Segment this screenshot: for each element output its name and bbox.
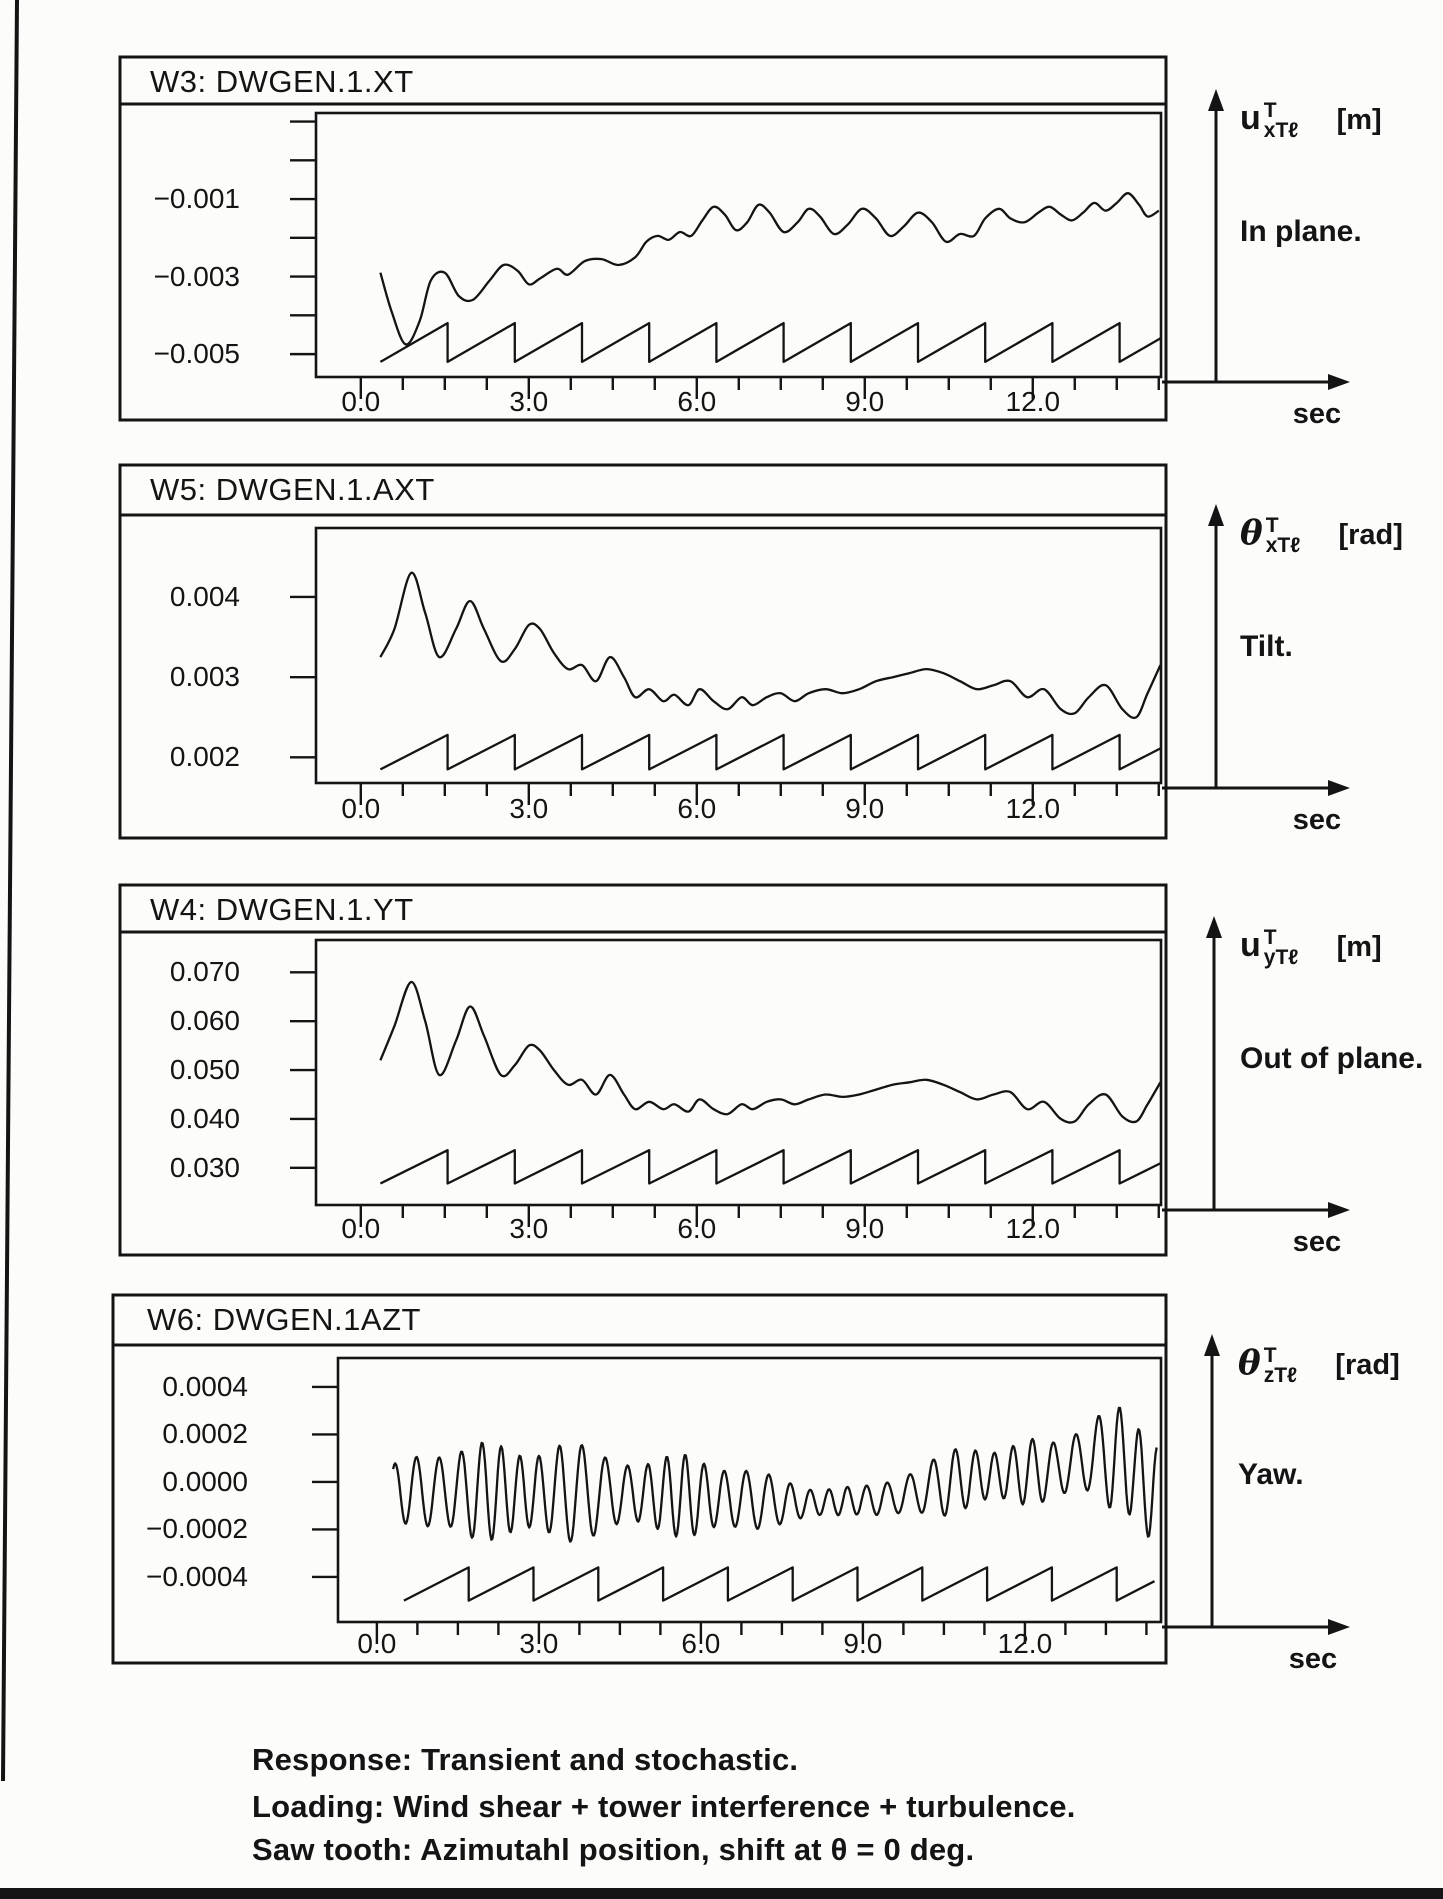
- w6-x-axis-unit: sec: [1288, 1643, 1338, 1675]
- y-tick-label: 0.050: [169, 1054, 240, 1086]
- y-tick-label: 0.0004: [162, 1370, 248, 1402]
- superscript: T: [1263, 99, 1277, 122]
- w6-annotation: Yaw.: [1238, 1458, 1304, 1491]
- right-arrowhead-icon: [1328, 374, 1350, 390]
- x-tick-label: 9.0: [845, 1213, 885, 1244]
- x-tick-label: 3.0: [509, 1213, 549, 1244]
- up-arrowhead-icon: [1208, 89, 1224, 111]
- theta-symbol: θ: [1240, 513, 1263, 553]
- y-tick-label: 0.060: [169, 1005, 240, 1037]
- y-tick-label: −0.0004: [146, 1560, 248, 1592]
- plot-frame: [316, 113, 1161, 377]
- sup-sub-stack: [1264, 1346, 1298, 1386]
- unit-label: [rad]: [1335, 1349, 1400, 1381]
- up-arrowhead-icon: [1208, 504, 1224, 526]
- unit-label: [m]: [1336, 104, 1382, 136]
- window-title-w5: W5: DWGEN.1.AXT: [150, 472, 435, 507]
- caption-line-response: Response: Transient and stochastic.: [252, 1742, 799, 1777]
- right-arrowhead-icon: [1328, 1202, 1350, 1218]
- superscript: T: [1265, 514, 1279, 537]
- x-tick-label: 0.0: [357, 1628, 397, 1659]
- x-tick-label: 6.0: [677, 793, 717, 824]
- w5-annotation: Tilt.: [1240, 630, 1293, 663]
- series-tower-tilt-rotation: [380, 573, 1160, 718]
- x-tick-label: 0.0: [341, 386, 381, 417]
- caption-line-loading: Loading: Wind shear + tower interference + turbulence.: [252, 1789, 1076, 1824]
- w3-annotation: In plane.: [1240, 215, 1362, 248]
- window-title-w4: W4: DWGEN.1.YT: [150, 892, 414, 927]
- right-arrowhead-icon: [1328, 1619, 1350, 1635]
- series-tower-yaw-rotation: [393, 1408, 1157, 1542]
- subscript: zTℓ: [1263, 1363, 1298, 1387]
- y-tick-label: 0.004: [169, 580, 240, 612]
- y-tick-label: −0.003: [153, 260, 240, 292]
- x-tick-label: 9.0: [843, 1628, 883, 1659]
- sup-sub-stack: [1264, 928, 1299, 968]
- sup-sub-stack: [1264, 101, 1299, 141]
- w4-x-axis-unit: sec: [1292, 1226, 1342, 1258]
- superscript: T: [1263, 926, 1277, 949]
- window-box: [120, 57, 1166, 420]
- x-tick-label: 6.0: [681, 1628, 721, 1659]
- w5-y-axis-title: [1240, 513, 1403, 557]
- y-tick-label: −0.005: [153, 338, 240, 370]
- w3-x-axis-unit: sec: [1292, 398, 1342, 430]
- y-tick-label: 0.003: [169, 661, 240, 693]
- window-title-w6: W6: DWGEN.1AZT: [147, 1302, 421, 1337]
- series-tower-top-out-of-plane-displacement: [380, 982, 1160, 1123]
- subscript: yTℓ: [1263, 945, 1299, 969]
- x-tick-label: 12.0: [997, 1628, 1053, 1659]
- x-tick-label: 12.0: [1005, 1213, 1061, 1244]
- sup-sub-stack: [1266, 516, 1301, 556]
- y-tick-label: 0.002: [169, 741, 240, 773]
- window-title-w3: W3: DWGEN.1.XT: [150, 64, 414, 99]
- series-azimuthal-position-saw-tooth: [380, 735, 1161, 770]
- theta-symbol: θ: [1238, 1343, 1261, 1383]
- series-azimuthal-position-saw-tooth: [404, 1567, 1155, 1600]
- x-tick-label: 12.0: [1005, 386, 1061, 417]
- w4-y-axis-title: [1240, 928, 1382, 968]
- x-tick-label: 9.0: [845, 386, 885, 417]
- x-tick-label: 6.0: [677, 386, 717, 417]
- bottom-scan-strip: [0, 1888, 1443, 1899]
- up-arrowhead-icon: [1204, 1334, 1220, 1356]
- right-arrowhead-icon: [1328, 780, 1350, 796]
- w3-y-axis-title: [1240, 101, 1382, 141]
- x-tick-label: 3.0: [509, 386, 549, 417]
- unit-label: [m]: [1336, 931, 1382, 963]
- w5-x-axis-unit: sec: [1292, 804, 1342, 836]
- y-tick-label: 0.030: [169, 1151, 240, 1183]
- subscript: xTℓ: [1263, 118, 1299, 142]
- subscript: xTℓ: [1265, 533, 1301, 557]
- x-tick-label: 9.0: [845, 793, 885, 824]
- series-azimuthal-position-saw-tooth: [380, 1150, 1161, 1183]
- series-azimuthal-position-saw-tooth: [380, 323, 1161, 362]
- w4-annotation: Out of plane.: [1240, 1042, 1424, 1075]
- series-tower-top-in-plane-displacement: [380, 193, 1158, 344]
- y-tick-label: 0.0000: [162, 1465, 248, 1497]
- x-tick-label: 12.0: [1005, 793, 1061, 824]
- y-tick-label: 0.070: [169, 956, 240, 988]
- x-tick-label: 0.0: [341, 1213, 381, 1244]
- y-tick-label: 0.040: [169, 1102, 240, 1134]
- superscript: T: [1263, 1344, 1277, 1367]
- x-tick-label: 0.0: [341, 793, 381, 824]
- caption-line-sawtooth: Saw tooth: Azimutahl position, shift at θ = 0 deg.: [252, 1832, 975, 1867]
- y-tick-label: −0.001: [153, 183, 240, 215]
- x-tick-label: 6.0: [677, 1213, 717, 1244]
- unit-label: [rad]: [1338, 519, 1403, 551]
- x-tick-label: 3.0: [519, 1628, 559, 1659]
- up-arrowhead-icon: [1206, 916, 1222, 938]
- y-tick-label: 0.0002: [162, 1418, 248, 1450]
- x-tick-label: 3.0: [509, 793, 549, 824]
- u-symbol: u: [1240, 926, 1261, 964]
- w6-y-axis-title: [1238, 1343, 1400, 1387]
- u-symbol: u: [1240, 99, 1261, 137]
- y-tick-label: −0.0002: [146, 1513, 248, 1545]
- page-edge-line: [3, 0, 17, 1781]
